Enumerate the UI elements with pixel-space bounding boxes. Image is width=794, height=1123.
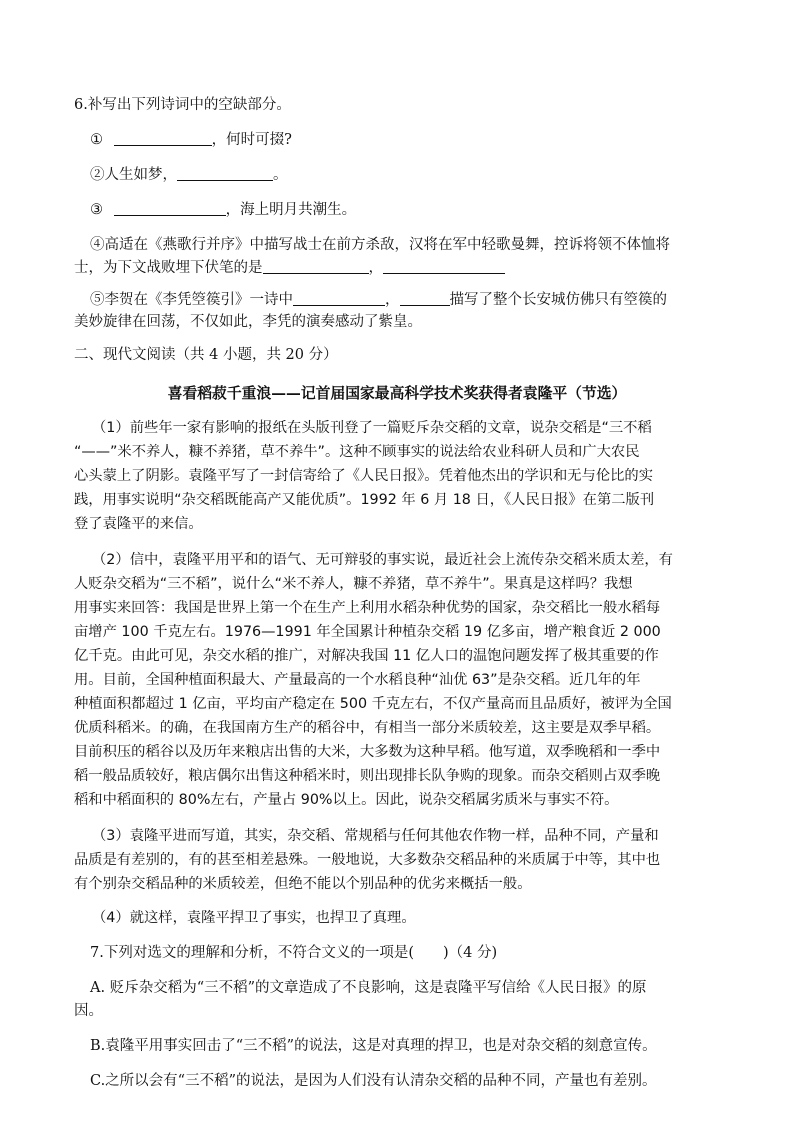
paragraph-2-line: 用事实来回答：我国是世界上第一个在生产上利用水稻杂种优势的国家，杂交稻比一般水稻每 [74, 600, 661, 616]
paragraph-2-line: 人贬杂交稻为“三不稻”，说什么“米不养人，糠不养猪，草不养牛”。果真是这样吗？我想 [74, 576, 633, 592]
paragraph-3-line: 有个别杂交稻品种的米质较差，但绝不能以个别品种的优劣来概括一般。 [74, 876, 532, 892]
q6-item-5-line-1: ⑤李贺在《李凭箜篌引》一诗中 ， 描写了整个长安城仿佛只有箜篌的 [90, 292, 667, 308]
q7-option-c[interactable]: C.之所以会有“三不稻”的说法，是因为人们没有认清杂交稻的品种不同，产量也有差别。 [90, 1073, 657, 1089]
paragraph-2-line: 目前积压的稻谷以及历年来粮店出售的大米，大多数为这种早稻。他写道，双季晚稻和一季中 [74, 744, 661, 760]
q6-item-1-number: ① [90, 132, 103, 148]
section-heading: 二、现代文阅读（共 4 小题，共 20 分） [74, 347, 338, 363]
q6-item-4-line-1: ④高适在《燕歌行并序》中描写战士在前方杀敌，汉将在军中轻歌曼舞，控诉将领不体恤将 [90, 237, 670, 253]
paragraph-2-line: 亿千克。由此可见，杂交水稻的推广，对解决我国 11 亿人口的温饱问题发挥了极其重要的作 [74, 648, 659, 664]
paragraph-2-line: 稻一般品质较好，粮店偶尔出售这种稻米时，则出现排长队争购的现象。而杂交稻则占双季晚 [74, 768, 661, 784]
fill-blank[interactable] [177, 166, 273, 181]
paragraph-1-line: 心头蒙上了阴影。袁隆平写了一封信寄给了《人民日报》。凭着他杰出的学识和无与伦比的实 [74, 468, 654, 484]
paragraph-2-line: （2）信中，袁隆平用平和的语气、无可辩驳的事实说，最近社会上流传杂交稻米质太差，有 [92, 552, 673, 568]
paragraph-3-line: （3）袁隆平进而写道，其实，杂交稻、常规稻与任何其他农作物一样，品种不同，产量和 [92, 828, 659, 844]
q6-prompt: 6.补写出下列诗词中的空缺部分。 [74, 97, 291, 113]
q7-option-a-line-2[interactable]: 因。 [74, 1003, 103, 1019]
paragraph-2-line: 用。目前，全国种植面积最大、产量最高的一个水稻良种“汕优 63”是杂交稻。近几年的年 [74, 672, 641, 688]
paragraph-2-line: 种植面积都超过 1 亿亩，平均亩产稳定在 500 千克左右，不仅产量高而且品质好，被评为全国 [74, 696, 672, 712]
fill-blank[interactable] [263, 259, 369, 274]
paragraph-1-line: 践，用事实说明“杂交稻既能高产又能优质”。1992 年 6 月 18 日，《人民日报》在第二版刊 [74, 492, 655, 508]
q6-item-1-text: ，何时可掇? [211, 132, 292, 148]
fill-blank[interactable] [400, 291, 450, 306]
paragraph-1-line: “——”米不养人，糠不养猪，草不养牛”。这种不顾事实的说法给农业科研人员和广大农民 [74, 444, 640, 460]
q7-option-b[interactable]: B.袁隆平用事实回击了“三不稻”的说法，这是对真理的捍卫，也是对杂交稻的刻意宣传。 [90, 1038, 657, 1054]
paragraph-1-line: （1）前些年一家有影响的报纸在头版刊登了一篇贬斥杂交稻的文章，说杂交稻是“三不稻 [92, 420, 652, 436]
article-title: 喜看稻菽千重浪——记首届国家最高科学技术奖获得者袁隆平（节选） [167, 385, 627, 402]
q6-item-2-end: 。 [273, 167, 288, 183]
paragraph-1-line: 登了袁隆平的来信。 [74, 516, 203, 532]
q6-item-3-text: ，海上明月共潮生。 [225, 202, 357, 218]
q6-item-3 [90, 200, 356, 220]
paragraph-2-line: 优质科稻米。的确，在我国南方生产的稻谷中，有相当一部分米质较差，这主要是双季早稻。 [74, 720, 661, 736]
q6-item-3-number: ③ [90, 202, 103, 218]
fill-blank[interactable] [114, 131, 212, 146]
q6-item-2-text: ②人生如梦， [90, 167, 177, 183]
q7-option-a-line-1[interactable]: A. 贬斥杂交稻为“三不稻”的文章造成了不良影响，这是袁隆平写信给《人民日报》的原 [90, 980, 647, 996]
paragraph-2-line: 稻和中稻面积的 80%左右，产量占 90%以上。因此，说杂交稻属劣质米与事实不符。 [74, 792, 619, 808]
paragraph-4: （4）就这样，袁隆平捍卫了事实，也捍卫了真理。 [92, 910, 416, 926]
paragraph-3-line: 品质是有差别的，有的甚至相差悬殊。一般地说，大多数杂交稻品种的米质属于中等，其中也 [74, 852, 661, 868]
q7-stem: 7.下列对选文的理解和分析，不符合文义的一项是( )（4 分) [90, 945, 498, 961]
paragraph-2-line: 亩增产 100 千克左右。1976—1991 年全国累计种植杂交稻 19 亿多亩，增产粮食近 2 000 [74, 624, 661, 640]
q6-item-1 [90, 130, 292, 150]
q6-item-4-line-2: 士，为下文战败埋下伏笔的是 ， [74, 258, 505, 278]
q6-item-5-line-2: 美妙旋律在回荡，不仅如此，李凭的演奏感动了紫皇。 [74, 314, 422, 330]
fill-blank[interactable] [293, 291, 385, 306]
q6-item-2 [90, 165, 288, 185]
fill-blank[interactable] [383, 259, 505, 274]
fill-blank[interactable] [114, 201, 226, 216]
